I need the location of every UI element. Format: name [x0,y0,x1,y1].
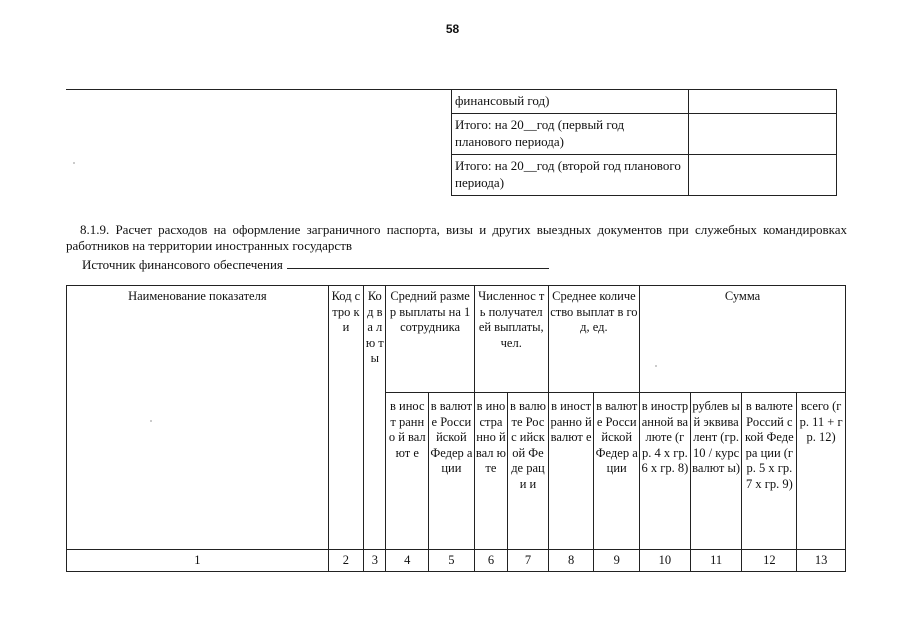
subheader-cell: в валюте Россий ской Федера ции (гр. 5 х гр. 7 х гр. 9) [742,393,797,550]
scan-speck [150,420,152,422]
scan-speck [655,365,657,367]
subheader-cell: в ино стра нно й вал юте [474,393,507,550]
top-row-value [689,90,837,114]
subheader-cell: в иност ранно й валют е [386,393,429,550]
top-row-label: Итого: на 20__год (второй год планового периода) [452,155,689,196]
scan-speck [73,162,75,164]
header-name: Наименование показателя [67,286,329,550]
header-sum: Сумма [640,286,846,393]
top-row-label: финансовый год) [452,90,689,114]
expense-table [66,285,846,572]
column-number: 4 [386,550,429,572]
top-row-label: Итого: на 20__год (первый год планового периода) [452,114,689,155]
section-heading: 8.1.9. Расчет расходов на оформление заграничного паспорта, визы и других выездных документов при служебных командировках работников на территории иностранных государств [66,222,847,253]
table-row [452,114,837,155]
column-number: 12 [742,550,797,572]
subheader-cell: в валют е Росси йской Федер ации [594,393,640,550]
page-number: 58 [445,22,460,36]
subheader-cell: в иност ранно й валют е [548,393,594,550]
funding-source-line [82,256,549,273]
subheader-cell: в валю те Росс ийск ой Феде раци и [508,393,549,550]
column-number: 5 [429,550,475,572]
top-row-value [689,114,837,155]
column-number: 13 [797,550,846,572]
subheader-cell: рублев ый эквива лент (гр. 10 / курс валют ы) [690,393,742,550]
column-number: 11 [690,550,742,572]
table-row [452,90,837,114]
top-row-value [689,155,837,196]
header-currency-code: Ко д ва лю ты [364,286,386,550]
subheader-cell: всего (гр. 11 + гр. 12) [797,393,846,550]
table-header-row [67,286,846,393]
column-number-row [67,550,846,572]
funding-source-blank [287,256,549,269]
column-number: 9 [594,550,640,572]
header-row-code: Код стро ки [328,286,363,550]
header-avg-count: Среднее количество выплат в год, ед. [548,286,639,393]
top-rule [66,89,453,90]
column-number: 1 [67,550,329,572]
column-number: 7 [508,550,549,572]
header-recipients: Численнос ть получател ей выплаты, чел. [474,286,548,393]
column-number: 2 [328,550,363,572]
subheader-cell: в иностр анной валюте (гр. 4 х гр. 6 х гр. 8) [640,393,691,550]
funding-source-label: Источник финансового обеспечения [82,257,283,272]
subheader-cell: в валют е Росси йской Федер ации [429,393,475,550]
column-number: 10 [640,550,691,572]
top-table [451,89,837,196]
column-number: 6 [474,550,507,572]
column-number: 8 [548,550,594,572]
column-number: 3 [364,550,386,572]
header-avg-payment: Средний размер выплаты на 1 сотрудника [386,286,474,393]
table-row [452,155,837,196]
